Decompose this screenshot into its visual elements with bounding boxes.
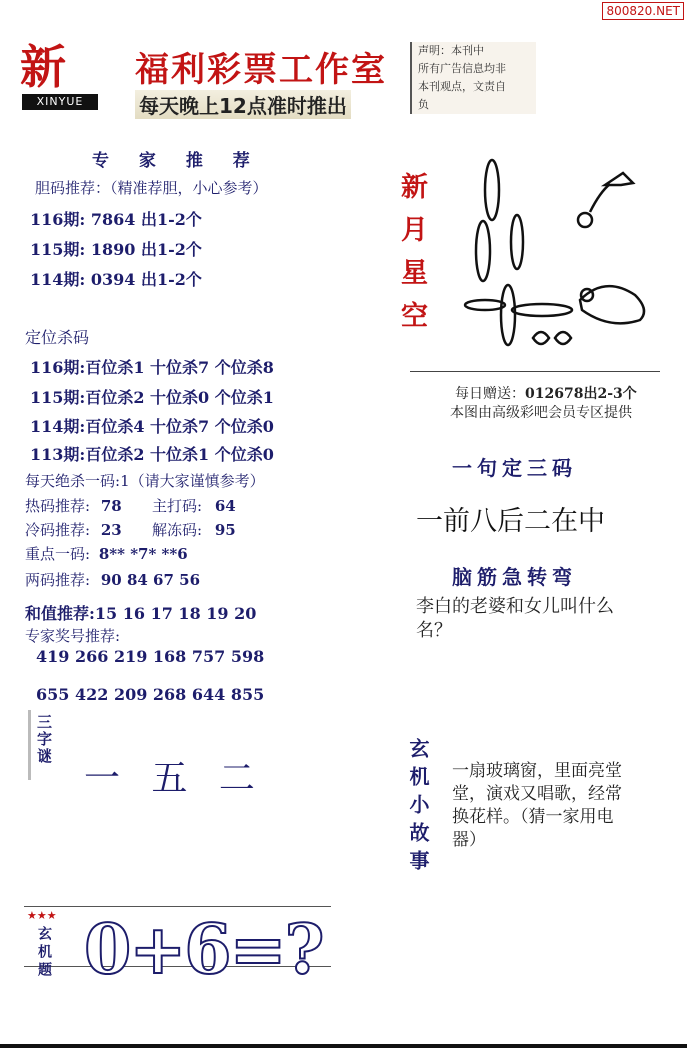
expert-heading: 专 家 推 荐 xyxy=(92,151,262,171)
daily-gift: 每日赠送：012678出2-3个 xyxy=(455,386,637,402)
equation: 0+6=? xyxy=(84,910,323,990)
brain-title: 脑筋急转弯 xyxy=(452,565,577,589)
provider-note: 本图由高级彩吧会员专区提供 xyxy=(450,405,632,421)
cold-code: 冷码推荐: 23 xyxy=(25,521,122,539)
dan-row: 115期: 1890 出1-2个 xyxy=(30,240,202,259)
logo-english: XINYUE xyxy=(22,94,98,110)
stars: ★★★ xyxy=(27,909,57,922)
main-code: 主打码: 64 xyxy=(152,497,236,515)
bottom-bar xyxy=(0,1044,687,1048)
story-text: 一扇玻璃窗，里面亮堂堂，演戏又唱歌，经常换花样。（猜一家用电器） xyxy=(452,761,622,850)
focus-code: 重点一码: 8** *7* **6 xyxy=(25,545,188,563)
award-label: 专家奖号推荐: xyxy=(25,627,121,645)
dan-title: 胆码推荐：（精准荐胆，小心参考） xyxy=(35,179,268,197)
sum-values: 和值推荐:15 16 17 18 19 20 xyxy=(25,604,257,623)
note-line: 所有广告信息均非 xyxy=(418,62,506,75)
riddle-label: 三字谜 xyxy=(35,714,53,765)
sketch-illustration xyxy=(455,155,660,360)
divider xyxy=(24,906,331,907)
banner-subtitle: 每天晚上12点准时推出 xyxy=(135,90,351,119)
one-sentence-title: 一句定三码 xyxy=(452,456,577,480)
one-sentence: 一前八后二在中 xyxy=(416,506,605,537)
note-line: 负 xyxy=(418,98,429,111)
kill-row: 116期:百位杀1 十位杀7 个位杀8 xyxy=(30,358,274,377)
note-line: 声明：本刊中 xyxy=(418,44,484,57)
two-code: 两码推荐: 90 84 67 56 xyxy=(25,571,201,589)
dan-row: 116期: 7864 出1-2个 xyxy=(30,210,202,229)
divider xyxy=(410,371,660,372)
vertical-title: 新月星空 xyxy=(396,172,427,344)
kill-one: 每天绝杀一码:1（请大家谨慎参考） xyxy=(25,472,265,490)
site-watermark: 800820.NET xyxy=(602,2,684,20)
riddle-bar xyxy=(28,710,31,780)
award-line: 655 422 209 268 644 855 xyxy=(36,685,265,704)
banner-title: 福利彩票工作室 xyxy=(135,50,387,90)
brain-text: 李白的老婆和女儿叫什么名？ xyxy=(416,596,614,641)
riddle-value: 一 五 二 xyxy=(84,758,265,799)
logo-mark: 新 xyxy=(20,40,66,94)
release-code: 解冻码: 95 xyxy=(152,521,236,539)
hot-code: 热码推荐: 78 xyxy=(25,497,122,515)
dan-row: 114期: 0394 出1-2个 xyxy=(30,270,202,289)
disclaimer-note xyxy=(410,42,536,114)
question-label: 玄机题 xyxy=(36,926,52,980)
award-line: 419 266 219 168 757 598 xyxy=(36,647,265,666)
story-label: 玄机小故事 xyxy=(406,738,430,878)
kill-row: 113期:百位杀2 十位杀1 个位杀0 xyxy=(30,445,274,464)
kill-title: 定位杀码 xyxy=(25,328,90,347)
note-line: 本刊观点，文责自 xyxy=(418,80,506,93)
kill-row: 115期:百位杀2 十位杀0 个位杀1 xyxy=(30,388,274,407)
kill-row: 114期:百位杀4 十位杀7 个位杀0 xyxy=(30,417,274,436)
